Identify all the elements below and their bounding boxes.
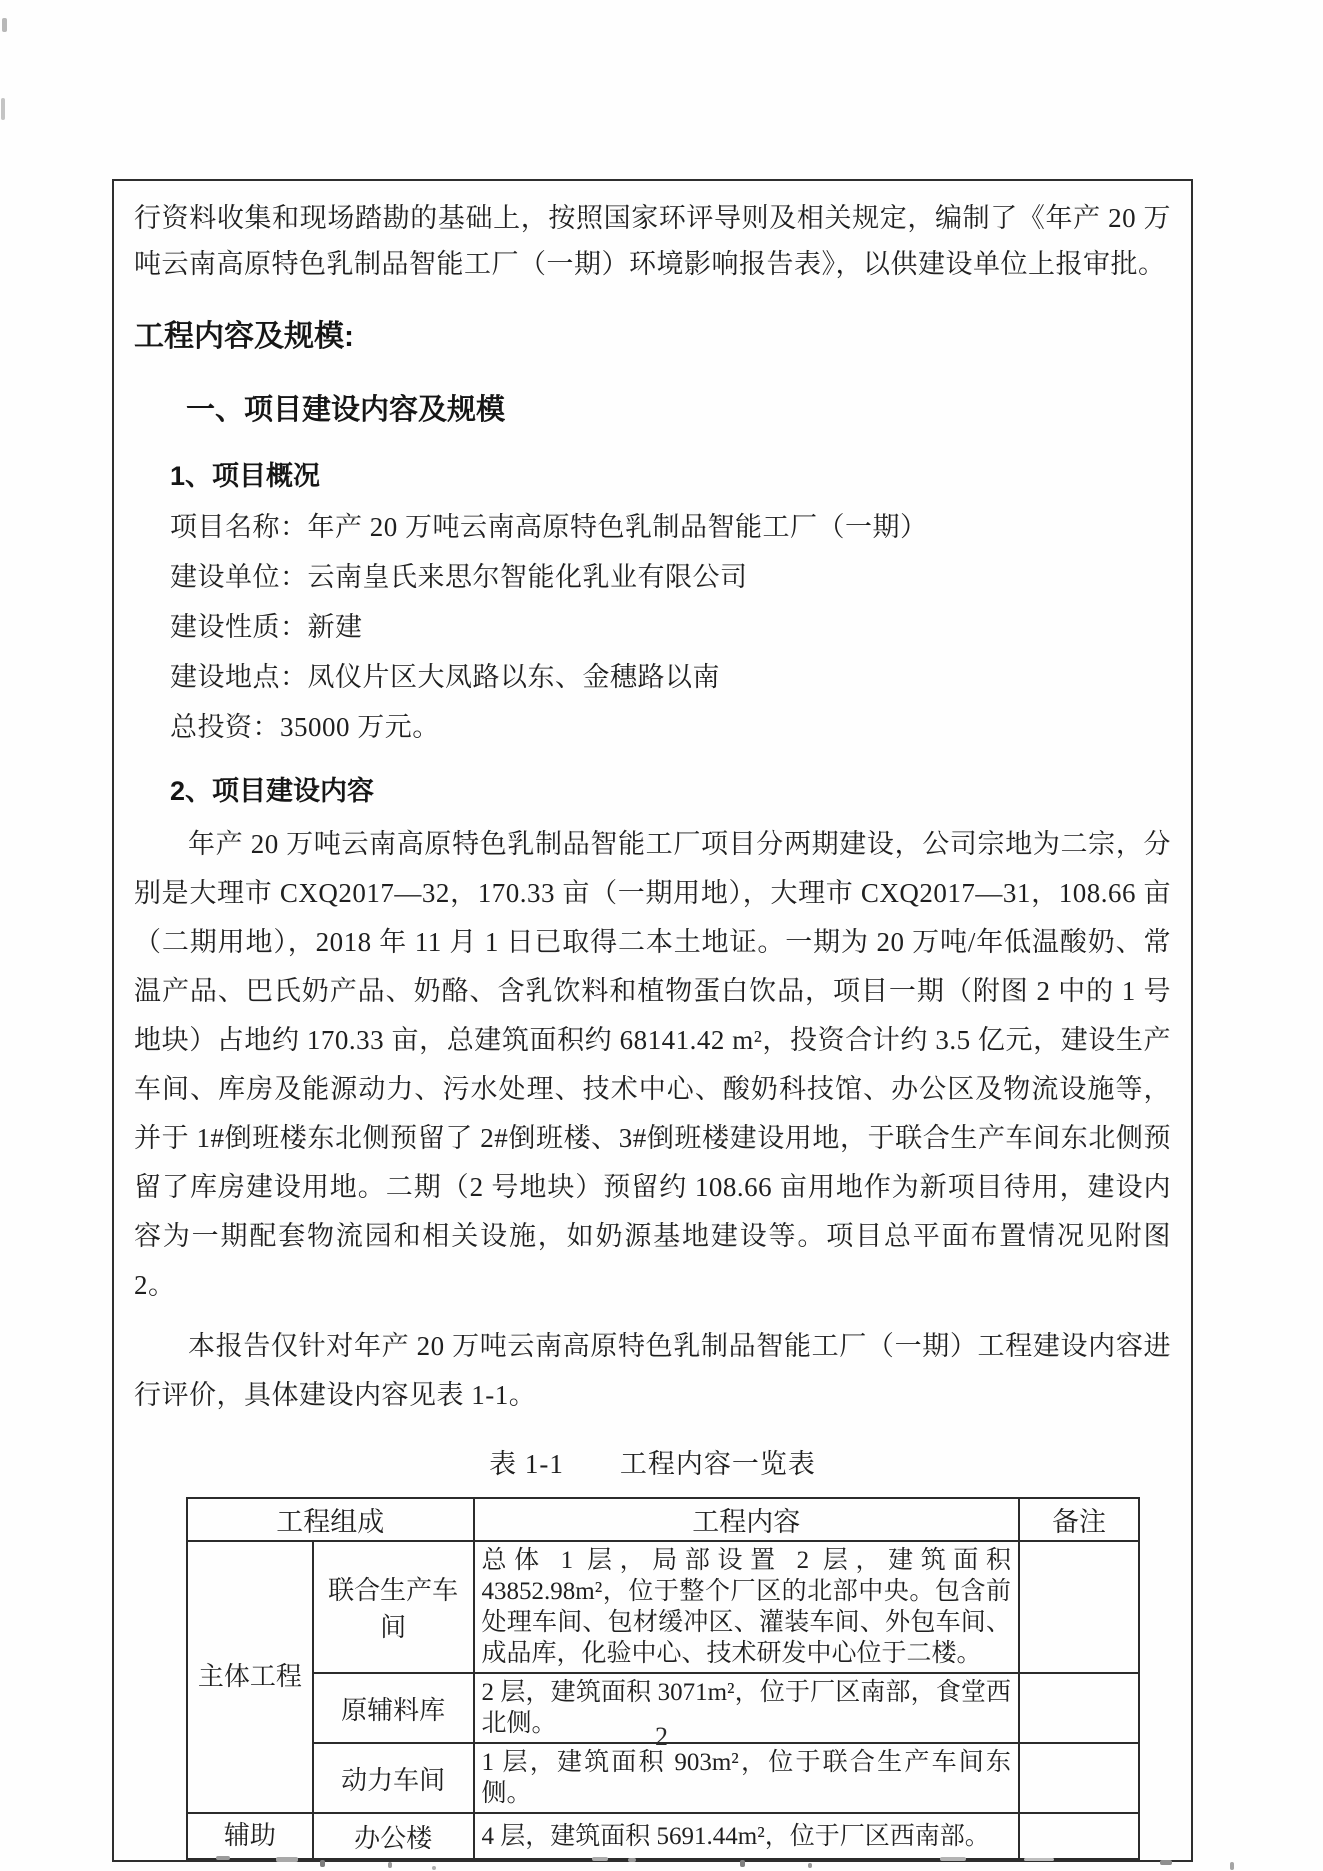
name-cell-office-building: 办公楼	[313, 1813, 474, 1859]
scan-artifact	[592, 1857, 608, 1861]
scan-artifact	[1, 98, 5, 120]
table-row	[187, 1743, 1139, 1813]
remark-cell	[1019, 1541, 1139, 1673]
scan-artifact	[216, 1856, 230, 1860]
scan-artifact	[320, 1860, 325, 1867]
table-header-row	[187, 1498, 1139, 1541]
scan-artifact	[740, 1860, 745, 1867]
name-cell-joint-workshop: 联合生产车间	[313, 1541, 474, 1673]
construction-unit-line: 建设单位：云南皇氏来思尔智能化乳业有限公司	[170, 562, 748, 592]
project-overview-heading: 1、项目概况	[170, 461, 321, 491]
construction-nature-line: 建设性质：新建	[170, 612, 363, 642]
scan-artifact	[1160, 1860, 1172, 1865]
total-investment-line: 总投资：35000 万元。	[170, 712, 440, 742]
header-content: 工程内容	[474, 1498, 1020, 1541]
content-cell-power-workshop: 1 层，建筑面积 903m²，位于联合生产车间东侧。	[474, 1743, 1020, 1813]
project-name-line: 项目名称：年产 20 万吨云南高原特色乳制品智能工厂（一期）	[170, 512, 928, 542]
remark-cell	[1019, 1813, 1139, 1859]
table-row	[187, 1813, 1139, 1859]
construction-content-heading: 2、项目建设内容	[170, 776, 375, 806]
table-row	[187, 1541, 1139, 1673]
name-cell-raw-material-warehouse: 原辅料库	[313, 1673, 474, 1743]
group-cell-auxiliary: 辅助	[187, 1813, 313, 1859]
header-remark: 备注	[1019, 1498, 1139, 1541]
content-border-frame	[112, 179, 1193, 1862]
construction-paragraph-1: 年产 20 万吨云南高原特色乳制品智能工厂项目分两期建设，公司宗地为二宗，分别是大理市 CXQ2017—32，170.33 亩（一期用地），大理市 CXQ2017—31，108.66 亩（二期用地），2018 年 11 月 1 日已取得二本土地证。一期为 20 万吨/年低温酸奶、常温产品、巴氏奶产品、奶酪、含乳饮料和植物蛋白饮品，项目一期（附图 2 中的 1 号地块）占地约 170.33 亩，总建筑面积约 68141.42 m²，投资合计约 3.5 亿元，建设生产车间、库房及能源动力、污水处理、技术中心、酸奶科技馆、办公区及物流设施等，并于 1#倒班楼东北侧预留了 2#倒班楼、3#倒班楼建设用地，于联合生产车间东北侧预留了库房建设用地。二期（2 号地块）预留约 108.66 亩用地作为新项目待用，建设内容为一期配套物流园和相关设施，如奶源基地建设等。项目总平面布置情况见附图 2。	[134, 829, 1171, 1300]
content-cell-raw-material-warehouse: 2 层，建筑面积 3071m²，位于厂区南部，食堂西北侧。	[474, 1673, 1020, 1743]
content-cell-joint-workshop: 总体 1 层，局部设置 2 层，建筑面积 43852.98m²，位于整个厂区的北部中央。包含前处理车间、包材缓冲区、灌装车间、外包车间、成品库，化验中心、技术研发中心位于二楼。	[474, 1541, 1020, 1673]
scan-artifact	[1230, 1862, 1234, 1870]
page-number: 2	[655, 1722, 668, 1751]
intro-paragraph: 行资料收集和现场踏勘的基础上，按照国家环评导则及相关规定，编制了《年产 20 万吨云南高原特色乳制品智能工厂（一期）环境影响报告表》，以供建设单位上报审批。	[134, 203, 1171, 279]
scan-artifact	[388, 1862, 392, 1868]
name-cell-power-workshop: 动力车间	[313, 1743, 474, 1813]
subsection-heading: 一、项目建设内容及规模	[186, 394, 506, 426]
scan-artifact	[1024, 1858, 1054, 1861]
construction-site-line: 建设地点：凤仪片区大凤路以东、金穗路以南	[170, 662, 720, 692]
section-heading: 工程内容及规模:	[134, 320, 354, 353]
scan-artifact	[2, 18, 7, 32]
header-composition: 工程组成	[187, 1498, 474, 1541]
construction-paragraph-2: 本报告仅针对年产 20 万吨云南高原特色乳制品智能工厂（一期）工程建设内容进行评价，具体建设内容见表 1-1。	[134, 1331, 1171, 1410]
scan-artifact	[628, 1858, 636, 1862]
content-cell-office-building: 4 层，建筑面积 5691.44m²，位于厂区西南部。	[474, 1813, 1020, 1859]
table-title: 表 1-1 工程内容一览表	[489, 1449, 816, 1479]
scan-artifact	[940, 1857, 966, 1861]
remark-cell	[1019, 1743, 1139, 1813]
project-content-table	[186, 1497, 1140, 1860]
group-cell-main-works: 主体工程	[187, 1541, 313, 1813]
scan-artifact	[276, 1857, 298, 1862]
scan-artifact	[432, 1866, 436, 1870]
scan-artifact	[808, 1863, 812, 1868]
